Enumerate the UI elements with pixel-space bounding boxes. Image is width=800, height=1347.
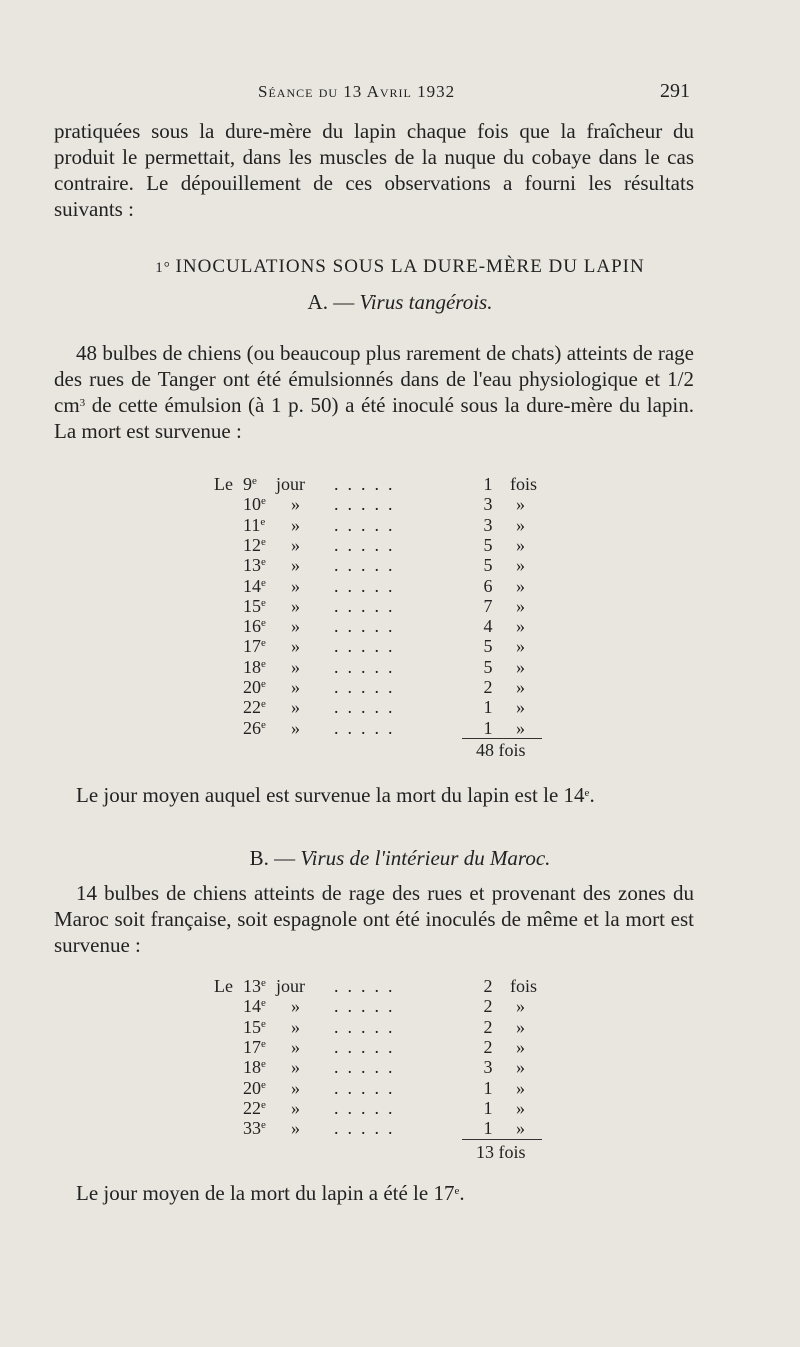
row-count: 3 (483, 494, 493, 515)
row-day-number: 18 (243, 656, 261, 677)
paragraph-b: 14 bulbes de chiens atteints de rage des rues et provenant des zones du Maroc soit française, soit espagnole ont été inoculés de même et la mort est survenue : (54, 881, 694, 957)
row-count: 3 (483, 1057, 493, 1078)
row-day-number: 17 (243, 636, 261, 657)
row-day (243, 596, 273, 617)
row-count: 6 (483, 575, 493, 596)
row-day-superscript: e (261, 657, 266, 670)
row-ditto: » (516, 1097, 525, 1118)
row-ditto: » (291, 656, 300, 677)
row-day-number: 22 (243, 697, 261, 718)
row-dots: ..... (334, 1036, 402, 1057)
table-row (0, 697, 800, 717)
paragraph-a-superscript: 3 (79, 397, 86, 409)
row-count: 2 (483, 1036, 493, 1057)
row-dots: ..... (334, 534, 402, 555)
row-dots: ..... (334, 1077, 402, 1098)
row-day (243, 515, 273, 536)
section-heading (0, 256, 800, 278)
subheading-a (0, 290, 800, 315)
row-day-superscript: e (261, 718, 266, 731)
row-day-superscript: e (261, 535, 266, 548)
section-heading-number: 1° (155, 260, 171, 276)
row-day-superscript: e (261, 576, 266, 589)
paragraph-a (54, 340, 694, 444)
row-day-number: 33 (243, 1118, 261, 1139)
row-count: 2 (483, 1016, 493, 1037)
table-row (0, 535, 800, 555)
row-day-number: 16 (243, 616, 261, 637)
row-ditto: » (516, 575, 525, 596)
row-ditto: » (516, 717, 525, 738)
row-day (243, 555, 273, 576)
row-count: 2 (483, 996, 493, 1017)
row-ditto: » (516, 534, 525, 555)
table-row (0, 657, 800, 677)
row-day-superscript: e (260, 515, 266, 528)
row-day-superscript: e (261, 977, 266, 989)
row-day-number: 14 (243, 575, 261, 596)
row-dots: ..... (334, 976, 402, 996)
table-a-total-rule (462, 738, 542, 739)
paragraph-b-result: Le jour moyen de la mort du lapin a été le 17e. (76, 1181, 465, 1205)
row-day-number: 12 (243, 534, 261, 555)
row-day-number: 10 (243, 494, 261, 515)
table-b-total: 13 fois (476, 1142, 526, 1162)
row-dots: ..... (334, 555, 402, 576)
row-count: 7 (483, 595, 493, 616)
row-ditto: » (516, 1016, 525, 1037)
row-day-superscript: e (261, 1119, 266, 1132)
row-ditto: » (291, 677, 300, 697)
row-day-superscript: e (261, 1058, 266, 1071)
row-ditto: » (516, 494, 525, 515)
paragraph-a-result: Le jour moyen auquel est survenue la mort du lapin est le 14e. (76, 783, 595, 807)
row-day (243, 697, 273, 718)
row-day-superscript: e (261, 556, 266, 569)
row-day (243, 1078, 273, 1099)
row-day-superscript: e (261, 997, 266, 1010)
row-count: 1 (483, 1097, 493, 1118)
row-ditto: » (516, 555, 525, 576)
row-dots: ..... (334, 1097, 402, 1118)
row-ditto: » (291, 494, 300, 515)
row-day (243, 718, 273, 739)
row-ditto: » (291, 1016, 300, 1037)
table-row (0, 1098, 800, 1118)
row-day-superscript: e (261, 617, 266, 630)
row-ditto: » (291, 514, 300, 535)
row-day-number: 13 (243, 555, 261, 576)
row-ditto: » (291, 595, 300, 616)
row-count: 1 (483, 1118, 493, 1139)
running-head: Séance du 13 Avril 1932 (258, 82, 456, 101)
table-row (0, 636, 800, 656)
row-day (243, 677, 273, 698)
subheading-b-letter: B. — (249, 846, 296, 870)
table-row (0, 515, 800, 535)
row-ditto: » (516, 595, 525, 616)
paragraph-a-result-text: Le jour moyen auquel est survenue la mort du lapin est le 14 (76, 783, 585, 807)
row-day (243, 576, 273, 597)
page-header (0, 80, 800, 108)
intro-paragraph: pratiquées sous la dure-mère du lapin chaque fois que la fraîcheur du produit le permettait, dans les muscles de la nuque du cobaye dans le cas contraire. Le dépouillement de ces observations a fourni les résultats suivants : (54, 119, 694, 221)
row-day (243, 535, 273, 556)
row-day (243, 1098, 273, 1119)
row-count: 4 (483, 616, 493, 637)
row-ditto: » (291, 636, 300, 657)
row-day (243, 657, 273, 678)
row-day (243, 636, 273, 657)
row-ditto: » (291, 717, 300, 738)
row-count: 5 (483, 555, 493, 576)
row-count: 2 (483, 677, 493, 697)
row-unit: fois (510, 474, 537, 494)
row-count: 5 (483, 656, 493, 677)
row-day-superscript: e (261, 698, 266, 711)
row-jour: jour (276, 976, 305, 996)
row-count: 1 (483, 697, 493, 718)
row-count: 2 (483, 976, 493, 996)
table-row (0, 718, 800, 738)
row-day-number: 14 (243, 996, 261, 1017)
row-day (243, 976, 273, 997)
row-day-superscript: e (261, 1017, 266, 1030)
row-day (243, 1057, 273, 1078)
row-day-number: 18 (243, 1057, 261, 1078)
row-count: 1 (483, 717, 493, 738)
row-ditto: » (516, 636, 525, 657)
row-day-superscript: e (252, 475, 257, 487)
table-row (0, 1017, 800, 1037)
table-row (0, 1057, 800, 1077)
section-heading-text: INOCULATIONS SOUS LA DURE-MÈRE DU LAPIN (175, 256, 645, 277)
row-lead: Le (214, 976, 233, 996)
row-dots: ..... (334, 1016, 402, 1037)
row-day-superscript: e (261, 596, 266, 609)
table-a-total: 48 fois (476, 740, 526, 760)
row-count: 1 (483, 474, 493, 494)
row-ditto: » (516, 616, 525, 637)
row-ditto: » (291, 1077, 300, 1098)
row-dots: ..... (334, 656, 402, 677)
row-ditto: » (291, 616, 300, 637)
row-dots: ..... (334, 636, 402, 657)
table-row (0, 494, 800, 514)
row-day (243, 996, 273, 1017)
subheading-b (0, 846, 800, 871)
row-day (243, 1017, 273, 1038)
row-day (243, 1037, 273, 1058)
row-count: 5 (483, 534, 493, 555)
paragraph-a-text-1: 48 bulbes de chiens (ou beaucoup plus rarement de chats) atteints de rage des rues de Tanger ont été émulsionnés dans de l'eau physiologique et 1/2 cm (54, 341, 694, 417)
row-day (243, 616, 273, 637)
row-dots: ..... (334, 514, 402, 535)
row-day-number: 17 (243, 1036, 261, 1057)
subheading-a-letter: A. — (307, 290, 355, 314)
row-ditto: » (291, 555, 300, 576)
table-row (0, 1078, 800, 1098)
row-dots: ..... (334, 1118, 402, 1139)
row-dots: ..... (334, 575, 402, 596)
table-row (0, 555, 800, 575)
row-ditto: » (291, 534, 300, 555)
row-day-superscript: e (261, 1078, 266, 1091)
row-day-superscript: e (261, 637, 266, 650)
table-row (0, 1037, 800, 1057)
row-ditto: » (516, 996, 525, 1017)
row-day (243, 1118, 273, 1139)
row-dots: ..... (334, 494, 402, 515)
row-day-number: 11 (243, 514, 261, 535)
row-day-superscript: e (261, 1098, 266, 1111)
row-ditto: » (516, 656, 525, 677)
table-row (0, 996, 800, 1016)
row-ditto: » (291, 996, 300, 1017)
row-day-superscript: e (261, 1037, 266, 1050)
row-day (243, 474, 273, 495)
row-day-number: 15 (243, 1016, 261, 1037)
paragraph-a-text-2: de cette émulsion (à 1 p. 50) a été inoculé sous la dure-mère du lapin. La mort est survenue : (54, 393, 694, 443)
row-ditto: » (516, 1118, 525, 1139)
table-row (0, 616, 800, 636)
row-day-number: 15 (243, 595, 261, 616)
row-ditto: » (516, 697, 525, 718)
row-ditto: » (291, 1036, 300, 1057)
row-dots: ..... (334, 697, 402, 718)
row-ditto: » (291, 575, 300, 596)
row-count: 3 (483, 514, 493, 535)
row-day-superscript: e (261, 495, 266, 508)
table-b-total-rule (462, 1139, 542, 1140)
row-ditto: » (516, 1057, 525, 1078)
row-jour: jour (276, 474, 305, 494)
row-ditto: » (291, 1097, 300, 1118)
table-row (0, 596, 800, 616)
paragraph-a-result-superscript: e (584, 787, 590, 799)
row-day-superscript: e (261, 678, 266, 690)
row-ditto: » (516, 1077, 525, 1098)
row-count: 1 (483, 1077, 493, 1098)
row-dots: ..... (334, 677, 402, 697)
row-lead: Le (214, 474, 233, 494)
row-day-number: 20 (243, 1077, 261, 1098)
subheading-a-title: Virus tangérois. (359, 290, 493, 314)
row-day-number: 20 (243, 677, 261, 697)
table-row (0, 576, 800, 596)
row-dots: ..... (334, 474, 402, 494)
row-day-number: 9 (243, 474, 252, 494)
paragraph-b-result-text: Le jour moyen de la mort du lapin a été le 17 (76, 1181, 455, 1205)
row-dots: ..... (334, 595, 402, 616)
subheading-b-title: Virus de l'intérieur du Maroc. (300, 846, 551, 870)
table-row (0, 677, 800, 697)
row-dots: ..... (334, 996, 402, 1017)
row-ditto: » (516, 1036, 525, 1057)
table-row (0, 474, 800, 494)
row-day (243, 494, 273, 515)
row-dots: ..... (334, 717, 402, 738)
page-number: 291 (660, 80, 690, 102)
paragraph-b-result-superscript: e (454, 1185, 460, 1197)
row-ditto: » (516, 677, 525, 697)
row-ditto: » (291, 1118, 300, 1139)
row-ditto: » (291, 697, 300, 718)
table-row (0, 1118, 800, 1138)
row-dots: ..... (334, 1057, 402, 1078)
row-day-number: 22 (243, 1097, 261, 1118)
row-day-number: 13 (243, 976, 261, 996)
row-ditto: » (516, 514, 525, 535)
row-ditto: » (291, 1057, 300, 1078)
row-day-number: 26 (243, 717, 261, 738)
row-count: 5 (483, 636, 493, 657)
row-dots: ..... (334, 616, 402, 637)
row-unit: fois (510, 976, 537, 996)
table-row (0, 976, 800, 996)
